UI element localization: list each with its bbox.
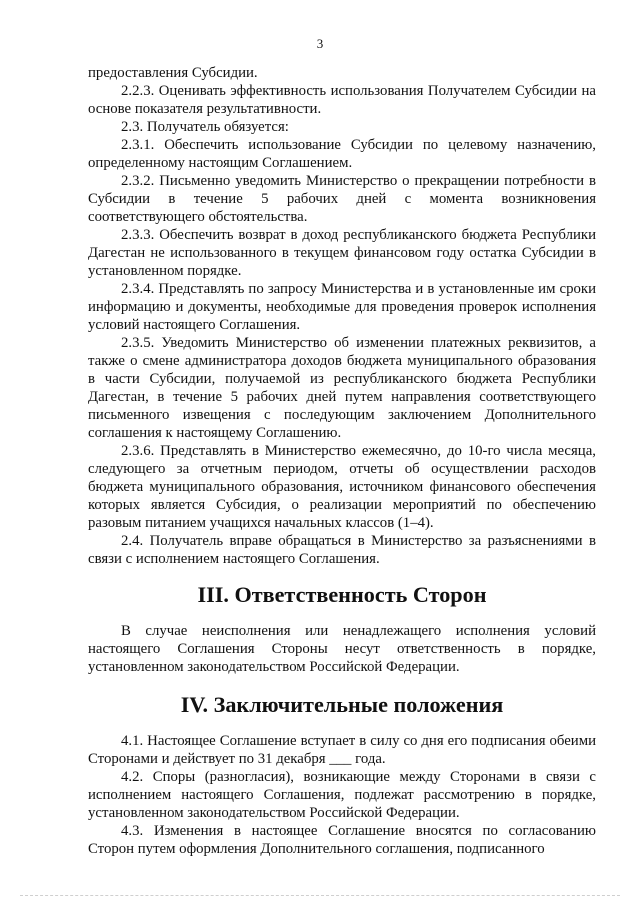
paragraph-2-3-6: 2.3.6. Представлять в Министерство ежемесячно, до 10-го числа месяца, следующего за отчетным периодом, отчеты об осуществлении расходов бюджета муниципального образования, источником финансового обеспечения которых является Субсидия, о реализации мероприятий по обеспечению разовым питанием учащихся начальных классов (1–4). <box>88 443 596 531</box>
paragraph-4-3: 4.3. Изменения в настоящее Соглашение вносятся по согласованию Сторон путем оформления Дополнительного соглашения, подписанного <box>88 823 596 857</box>
paragraph-continuation: предоставления Субсидии. <box>88 65 258 81</box>
paragraph-2-4: 2.4. Получатель вправе обращаться в Министерство за разъяснениями в связи с исполнением настоящего Соглашения. <box>88 533 596 567</box>
paragraph-2-3-1: 2.3.1. Обеспечить использование Субсидии по целевому назначению, определенному настоящим Соглашением. <box>88 137 596 171</box>
paragraph-4-1: 4.1. Настоящее Соглашение вступает в силу со дня его подписания обеими Сторонами и действует по 31 декабря ___ года. <box>88 733 596 767</box>
document-body <box>88 64 596 858</box>
paragraph-responsibility: В случае неисполнения или ненадлежащего исполнения условий настоящего Соглашения Стороны несут ответственность в порядке, установленном законодательством Российской Федерации. <box>88 623 596 675</box>
paragraph-2-3-4: 2.3.4. Представлять по запросу Министерства и в установленные им сроки информацию и документы, необходимые для проведения проверок исполнения условий настоящего Соглашения. <box>88 281 596 333</box>
paragraph-2-2-3: 2.2.3. Оценивать эффективность использования Получателем Субсидии на основе показателя результативности. <box>88 83 596 117</box>
paragraph-2-3-3: 2.3.3. Обеспечить возврат в доход республиканского бюджета Республики Дагестан не использованного в текущем финансовом году остатка Субсидии в установленном порядке. <box>88 227 596 279</box>
paragraph-2-3-5: 2.3.5. Уведомить Министерство об изменении платежных реквизитов, а также о смене администратора доходов бюджета муниципального образования в части Субсидии, получаемой из республиканского бюджета Республики Дагестан, в течение 5 рабочих дней путем направления соответствующего письменного извещения с последующим заключением Дополнительного соглашения к настоящему Соглашению. <box>88 335 596 441</box>
paragraph-2-3: 2.3. Получатель обязуется: <box>121 119 289 135</box>
section-heading-4: IV. Заключительные положения <box>180 692 504 717</box>
page-edge-divider <box>20 895 620 897</box>
paragraph-4-2: 4.2. Споры (разногласия), возникающие между Сторонами в связи с исполнением настоящего Соглашения, подлежат рассмотрению в порядке, установленном законодательством Российской Федерации. <box>88 769 596 821</box>
page-number: 3 <box>316 36 324 51</box>
section-heading-3: III. Ответственность Сторон <box>197 582 487 607</box>
paragraph-2-3-2: 2.3.2. Письменно уведомить Министерство о прекращении потребности в Субсидии в течение 5 рабочих дней с момента возникновения соответствующего обстоятельства. <box>88 173 596 225</box>
